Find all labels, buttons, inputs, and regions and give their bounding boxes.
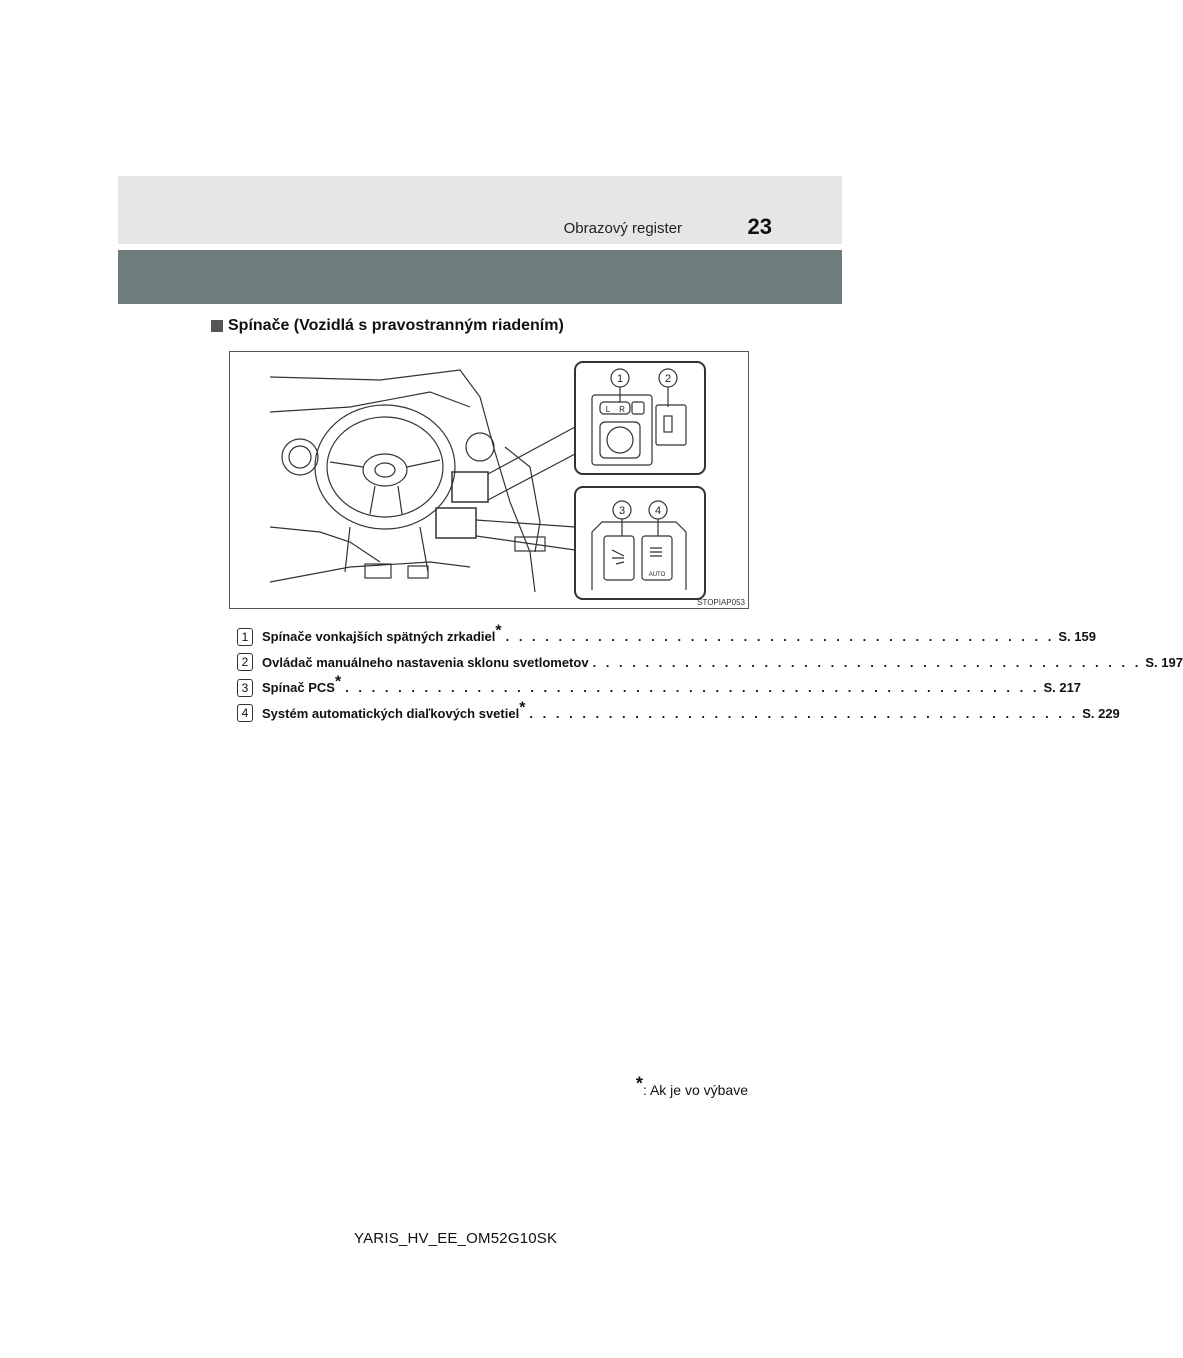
section-title-text: Spínače (Vozidlá s pravostranným riadením) [228, 317, 564, 334]
callout-3: 3 [618, 505, 626, 517]
item-page-ref[interactable]: S. 197 [1145, 654, 1183, 670]
callout-4: 4 [654, 505, 662, 517]
item-label: Systém automatických diaľkových svetiel* [262, 699, 526, 721]
item-number: 1 [237, 628, 253, 646]
section-band [118, 250, 842, 304]
item-label: Spínač PCS* [262, 673, 342, 696]
callout-1: 1 [616, 373, 624, 385]
list-item [237, 622, 1096, 650]
section-title [211, 317, 564, 335]
leader-dots: . . . . . . . . . . . . . . . . . . . . . . . . . . . . . . . . . . . . . . . . . . . . . . . . . . . . . [345, 680, 1040, 696]
header-section-title: Obrazový register [563, 220, 682, 237]
mirror-left-label: L [605, 405, 611, 414]
document-id: YARIS_HV_EE_OM52G10SK [354, 1230, 558, 1247]
page-number: 23 [747, 214, 772, 239]
square-bullet-icon [211, 320, 223, 332]
dashboard-figure [229, 351, 749, 609]
footnote-mark: * [635, 1073, 643, 1094]
figure-code: STOPIAP053 [697, 598, 745, 607]
item-page-ref[interactable]: S. 229 [1082, 705, 1120, 721]
dashboard-illustration [230, 352, 750, 610]
mirror-right-label: R [619, 405, 625, 414]
list-item [237, 650, 1183, 676]
item-label: Spínače vonkajších spätných zrkadiel* [262, 622, 502, 645]
leader-dots: . . . . . . . . . . . . . . . . . . . . . . . . . . . . . . . . . . . . . . . . . . [529, 705, 1079, 721]
list-item [237, 699, 1120, 727]
item-number: 2 [237, 653, 253, 671]
item-number: 4 [237, 704, 253, 722]
footnote [635, 1073, 748, 1098]
auto-label: AUTO [648, 572, 666, 578]
leader-dots: . . . . . . . . . . . . . . . . . . . . . . . . . . . . . . . . . . . . . . . . . . [505, 629, 1055, 645]
header-band [118, 176, 842, 244]
item-page-ref[interactable]: S. 159 [1058, 629, 1096, 645]
legend-list [237, 622, 1183, 726]
item-label: Ovládač manuálneho nastavenia sklonu svetlometov [262, 654, 589, 670]
list-item [237, 673, 1082, 701]
callout-2: 2 [664, 373, 672, 385]
item-number: 3 [237, 679, 253, 697]
leader-dots: . . . . . . . . . . . . . . . . . . . . . . . . . . . . . . . . . . . . . . . . . . [592, 654, 1142, 670]
item-page-ref[interactable]: S. 217 [1043, 680, 1082, 696]
footnote-text: : Ak je vo výbave [642, 1082, 748, 1098]
